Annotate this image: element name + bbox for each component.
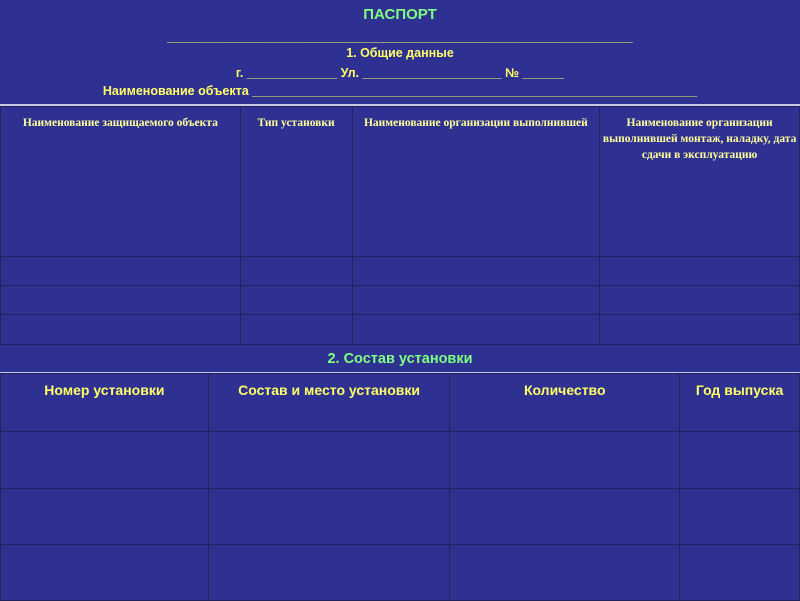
table-cell[interactable] [208, 432, 450, 489]
table-cell[interactable] [1, 315, 241, 345]
table-cell[interactable] [208, 489, 450, 545]
table-cell[interactable] [680, 545, 800, 601]
table-row [1, 432, 800, 489]
table-cell[interactable] [1, 286, 241, 315]
table-cell[interactable] [240, 315, 352, 345]
table-cell[interactable] [680, 489, 800, 545]
table-cell[interactable] [450, 545, 680, 601]
table-cell[interactable] [240, 257, 352, 286]
section2-title: 2. Состав установки [327, 351, 473, 367]
table-row [1, 257, 800, 286]
col-quantity: Количество [450, 374, 680, 432]
table-cell[interactable] [450, 489, 680, 545]
table-cell[interactable] [600, 286, 800, 315]
table-row [1, 545, 800, 601]
address-line: г. _____________ Ул. ____________________ № ______ [235, 66, 565, 80]
table-row [1, 489, 800, 545]
table-cell[interactable] [680, 432, 800, 489]
table-cell[interactable] [600, 315, 800, 345]
section1-title: 1. Общие данные [346, 46, 454, 60]
col-year: Год выпуска [680, 374, 800, 432]
table-cell[interactable] [352, 257, 600, 286]
col-protected-object: Наименование защищаемого объекта [1, 107, 241, 257]
object-name-line: Наименование объекта ________________________________________________________________ [102, 84, 698, 98]
table-cell[interactable] [352, 315, 600, 345]
col-org-mount-date: Наименование организации выполнившей монтаж, наладку, дата сдачи в эксплуатацию [600, 107, 800, 257]
installation-composition-table [0, 373, 800, 601]
table-cell[interactable] [240, 286, 352, 315]
table-cell[interactable] [208, 545, 450, 601]
table-cell[interactable] [1, 545, 209, 601]
table-cell[interactable] [600, 257, 800, 286]
table-cell[interactable] [1, 432, 209, 489]
table-row [1, 315, 800, 345]
col-org-executor: Наименование организации выполнившей [352, 107, 600, 257]
table-cell[interactable] [1, 257, 241, 286]
table-cell[interactable] [1, 489, 209, 545]
table-row [1, 286, 800, 315]
title-underline: ___________________________________________________________________ [167, 30, 633, 44]
col-install-number: Номер установки [1, 374, 209, 432]
table-cell[interactable] [450, 432, 680, 489]
passport-title: ПАСПОРТ [363, 6, 437, 23]
table-cell[interactable] [352, 286, 600, 315]
col-install-type: Тип установки [240, 107, 352, 257]
general-data-table [0, 106, 800, 345]
col-composition-place: Состав и место установки [208, 374, 450, 432]
